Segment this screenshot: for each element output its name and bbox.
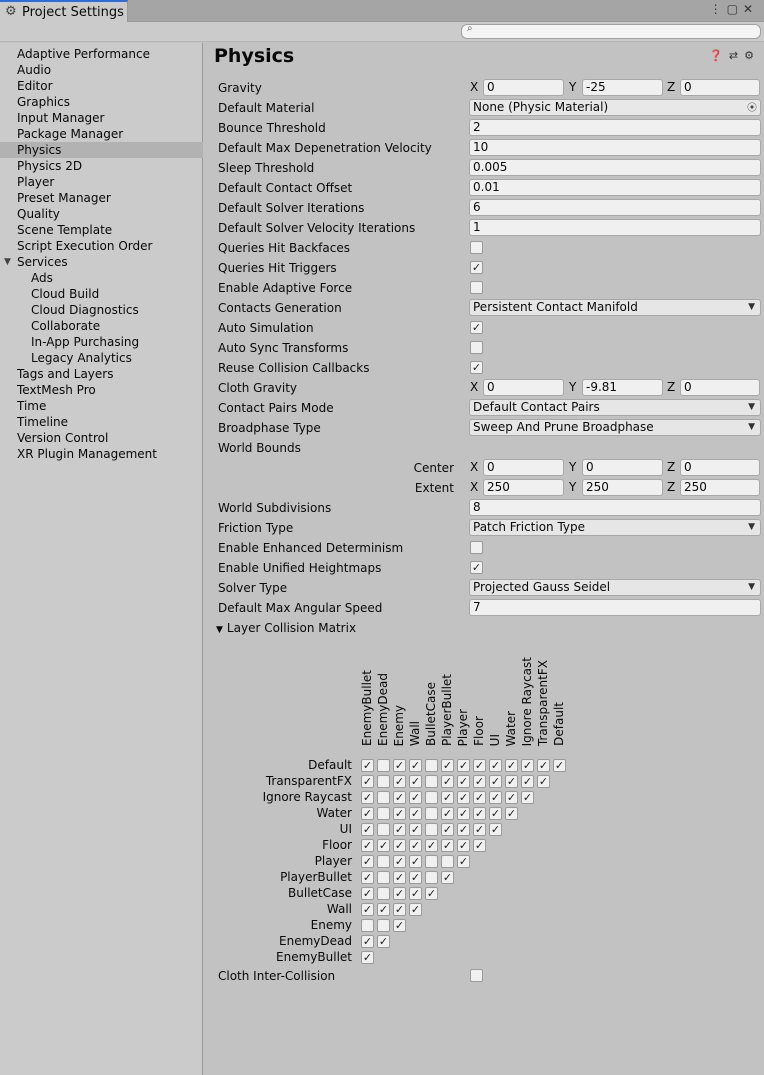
queries-hit-triggers-checkbox[interactable]: ✓ — [471, 261, 482, 274]
matrix-cell-checkbox[interactable]: ✓ — [394, 823, 405, 836]
matrix-cell-checkbox[interactable] — [377, 807, 390, 820]
label-auto-simulation: Auto Simulation — [218, 321, 314, 335]
matrix-cell-checkbox[interactable] — [377, 823, 390, 836]
sidebar-item-editor[interactable] — [0, 78, 203, 94]
title-bar — [0, 0, 764, 22]
default-material-field[interactable] — [469, 99, 761, 116]
sidebar-item-physics-2d[interactable] — [0, 158, 203, 174]
matrix-column-enemydead: EnemyDead — [376, 673, 390, 746]
label-default-material: Default Material — [218, 101, 315, 115]
matrix-column-bulletcase: BulletCase — [424, 682, 438, 746]
label-cloth-gravity: Cloth Gravity — [218, 381, 298, 395]
sidebar-item-textmesh-pro[interactable] — [0, 382, 203, 398]
matrix-cell-checkbox[interactable]: ✓ — [394, 759, 405, 772]
sidebar-item-quality[interactable] — [0, 206, 203, 222]
matrix-column-water: Water — [504, 710, 518, 746]
matrix-cell-checkbox[interactable]: ✓ — [410, 871, 421, 884]
matrix-row-floor: Floor — [322, 838, 352, 852]
label-friction-type: Friction Type — [218, 521, 294, 535]
matrix-cell-checkbox[interactable] — [377, 871, 390, 884]
foldout-layer-collision-matrix[interactable] — [216, 620, 356, 636]
matrix-cell-checkbox[interactable]: ✓ — [362, 951, 373, 964]
matrix-cell-checkbox[interactable]: ✓ — [410, 839, 421, 852]
matrix-cell-checkbox[interactable]: ✓ — [362, 807, 373, 820]
gravity-x-label: X — [470, 80, 479, 94]
sidebar — [0, 43, 203, 1075]
queries-hit-backfaces-checkbox[interactable] — [470, 241, 483, 254]
matrix-cell-checkbox[interactable]: ✓ — [458, 823, 469, 836]
help-icon[interactable]: ❓ — [709, 49, 729, 62]
center-x-field[interactable]: 0 — [483, 459, 564, 476]
matrix-cell-checkbox[interactable]: ✓ — [474, 759, 485, 772]
matrix-cell-checkbox[interactable] — [425, 791, 438, 804]
sidebar-item-cloud-build[interactable] — [0, 286, 203, 302]
matrix-cell-checkbox[interactable]: ✓ — [394, 775, 405, 788]
cloth-gravity-x-field[interactable]: 0 — [483, 379, 564, 396]
sidebar-item-label: Services — [17, 255, 68, 269]
label-enable-enhanced-determinism: Enable Enhanced Determinism — [218, 541, 404, 555]
label-default-max-angular-speed: Default Max Angular Speed — [218, 601, 383, 615]
matrix-cell-checkbox[interactable]: ✓ — [394, 791, 405, 804]
cloth-gravity-y-label: Y — [569, 380, 577, 394]
label-bounce-threshold: Bounce Threshold — [218, 121, 326, 135]
matrix-cell-checkbox[interactable] — [425, 871, 438, 884]
matrix-cell-checkbox[interactable]: ✓ — [410, 807, 421, 820]
sidebar-item-label: Physics — [17, 143, 62, 157]
matrix-cell-checkbox[interactable]: ✓ — [362, 887, 373, 900]
solver-type-value: Projected Gauss Seidel — [473, 580, 611, 594]
matrix-row-enemy: Enemy — [310, 918, 352, 932]
center-y-field[interactable]: 0 — [582, 459, 663, 476]
matrix-cell-checkbox[interactable]: ✓ — [394, 871, 405, 884]
matrix-cell-checkbox[interactable]: ✓ — [538, 775, 549, 788]
matrix-cell-checkbox[interactable]: ✓ — [362, 775, 373, 788]
label-contacts-generation: Contacts Generation — [218, 301, 342, 315]
sidebar-item-audio[interactable] — [0, 62, 203, 78]
matrix-cell-checkbox[interactable]: ✓ — [458, 807, 469, 820]
matrix-cell-checkbox[interactable]: ✓ — [458, 855, 469, 868]
matrix-cell-checkbox[interactable]: ✓ — [442, 759, 453, 772]
page-title: Physics — [214, 45, 295, 67]
matrix-cell-checkbox[interactable] — [361, 919, 374, 932]
sidebar-item-version-control[interactable] — [0, 430, 203, 446]
contact-pairs-mode-value: Default Contact Pairs — [473, 400, 600, 414]
default-contact-offset-field[interactable]: 0.01 — [469, 179, 761, 196]
matrix-cell-checkbox[interactable] — [425, 759, 438, 772]
sidebar-item-label: Input Manager — [17, 111, 105, 125]
label-solver-type: Solver Type — [218, 581, 288, 595]
label-contact-pairs-mode: Contact Pairs Mode — [218, 401, 334, 415]
matrix-cell-checkbox[interactable]: ✓ — [410, 775, 421, 788]
gravity-y-label: Y — [569, 80, 577, 94]
maximize-icon[interactable]: ▢ — [726, 2, 743, 16]
label-enable-unified-heightmaps: Enable Unified Heightmaps — [218, 561, 382, 575]
matrix-cell-checkbox[interactable] — [377, 919, 390, 932]
sidebar-item-collaborate[interactable] — [0, 318, 203, 334]
matrix-cell-checkbox[interactable]: ✓ — [378, 935, 389, 948]
extent-x-field[interactable]: 250 — [483, 479, 564, 496]
matrix-cell-checkbox[interactable]: ✓ — [362, 759, 373, 772]
matrix-row-water: Water — [316, 806, 352, 820]
matrix-column-ignore-raycast: Ignore Raycast — [520, 656, 534, 746]
matrix-cell-checkbox[interactable]: ✓ — [362, 823, 373, 836]
cloth-gravity-x-label: X — [470, 380, 479, 394]
matrix-cell-checkbox[interactable]: ✓ — [442, 775, 453, 788]
chevron-down-icon: ▼ — [748, 422, 755, 432]
foldout-triangle-icon[interactable]: ▼ — [216, 625, 223, 635]
sidebar-item-label: Timeline — [17, 415, 69, 429]
sidebar-item-label: Editor — [17, 79, 53, 93]
sidebar-item-label: Quality — [17, 207, 60, 221]
matrix-cell-checkbox[interactable]: ✓ — [410, 903, 421, 916]
sidebar-item-in-app-purchasing[interactable] — [0, 334, 203, 350]
sidebar-item-label: Cloud Diagnostics — [31, 303, 139, 317]
default-solver-velocity-iterations-field[interactable]: 1 — [469, 219, 761, 236]
solver-type-dropdown[interactable] — [469, 579, 761, 596]
matrix-cell-checkbox[interactable]: ✓ — [506, 759, 517, 772]
matrix-row-ignore-raycast: Ignore Raycast — [262, 790, 352, 804]
sidebar-item-tags-and-layers[interactable] — [0, 366, 203, 382]
matrix-cell-checkbox[interactable]: ✓ — [490, 823, 501, 836]
contact-pairs-mode-dropdown[interactable] — [469, 399, 761, 416]
label-default-contact-offset: Default Contact Offset — [218, 181, 353, 195]
sidebar-item-physics[interactable] — [0, 142, 203, 158]
matrix-cell-checkbox[interactable]: ✓ — [522, 791, 533, 804]
object-picker-icon[interactable]: ⦿ — [747, 103, 757, 114]
matrix-cell-checkbox[interactable]: ✓ — [538, 759, 549, 772]
broadphase-type-dropdown[interactable] — [469, 419, 761, 436]
matrix-cell-checkbox[interactable]: ✓ — [394, 887, 405, 900]
matrix-cell-checkbox[interactable]: ✓ — [426, 839, 437, 852]
enable-unified-heightmaps-checkbox[interactable]: ✓ — [471, 561, 482, 574]
sidebar-item-label: In-App Purchasing — [31, 335, 140, 349]
matrix-row-player: Player — [314, 854, 352, 868]
cloth-inter-collision-checkbox[interactable] — [470, 969, 483, 982]
matrix-cell-checkbox[interactable]: ✓ — [458, 775, 469, 788]
label-enable-adaptive-force: Enable Adaptive Force — [218, 281, 353, 295]
sidebar-item-package-manager[interactable] — [0, 126, 203, 142]
matrix-row-playerbullet: PlayerBullet — [280, 870, 352, 884]
reuse-collision-callbacks-checkbox[interactable]: ✓ — [471, 361, 482, 374]
matrix-cell-checkbox[interactable] — [425, 855, 438, 868]
label-world-subdivisions: World Subdivisions — [218, 501, 332, 515]
matrix-cell-checkbox[interactable]: ✓ — [474, 775, 485, 788]
physics-panel — [204, 43, 764, 1075]
sidebar-item-player[interactable] — [0, 174, 203, 190]
extent-y-field[interactable]: 250 — [582, 479, 663, 496]
sidebar-item-label: Audio — [17, 63, 52, 77]
label-default-solver-iterations: Default Solver Iterations — [218, 201, 365, 215]
contacts-generation-dropdown[interactable] — [469, 299, 761, 316]
matrix-cell-checkbox[interactable]: ✓ — [362, 871, 373, 884]
sidebar-item-label: Tags and Layers — [17, 367, 114, 381]
matrix-cell-checkbox[interactable]: ✓ — [394, 807, 405, 820]
sidebar-item-ads[interactable] — [0, 270, 203, 286]
matrix-cell-checkbox[interactable]: ✓ — [362, 935, 373, 948]
matrix-column-playerbullet: PlayerBullet — [440, 674, 454, 746]
window-title: Project Settings — [22, 5, 124, 20]
close-icon[interactable]: ✕ — [742, 2, 758, 16]
sidebar-item-label: Version Control — [17, 431, 109, 445]
sidebar-item-services[interactable] — [0, 254, 203, 270]
matrix-column-enemybullet: EnemyBullet — [360, 670, 374, 746]
label-sleep-threshold: Sleep Threshold — [218, 161, 315, 175]
sidebar-item-label: Cloud Build — [31, 287, 100, 301]
world-subdivisions-field[interactable]: 8 — [469, 499, 761, 516]
matrix-cell-checkbox[interactable]: ✓ — [362, 791, 373, 804]
matrix-cell-checkbox[interactable] — [425, 823, 438, 836]
sidebar-item-label: Ads — [31, 271, 53, 285]
matrix-cell-checkbox[interactable]: ✓ — [410, 759, 421, 772]
matrix-cell-checkbox[interactable]: ✓ — [394, 839, 405, 852]
center-z-label: Z — [667, 460, 676, 474]
matrix-cell-checkbox[interactable]: ✓ — [490, 807, 501, 820]
matrix-column-wall: Wall — [408, 720, 422, 746]
center-z-field[interactable]: 0 — [680, 459, 760, 476]
window-controls — [710, 2, 758, 16]
matrix-cell-checkbox[interactable]: ✓ — [442, 807, 453, 820]
chevron-down-icon: ▼ — [748, 522, 755, 532]
matrix-column-transparentfx: TransparentFX — [536, 659, 550, 746]
sidebar-item-label: Preset Manager — [17, 191, 111, 205]
matrix-cell-checkbox[interactable]: ✓ — [442, 839, 453, 852]
matrix-cell-checkbox[interactable]: ✓ — [378, 903, 389, 916]
friction-type-value: Patch Friction Type — [473, 520, 586, 534]
label-broadphase-type: Broadphase Type — [218, 421, 321, 435]
matrix-column-enemy: Enemy — [392, 704, 406, 746]
sidebar-item-label: Physics 2D — [17, 159, 83, 173]
matrix-cell-checkbox[interactable]: ✓ — [362, 903, 373, 916]
extent-x-label: X — [470, 480, 479, 494]
presets-icon[interactable]: ⇄ — [728, 49, 745, 62]
matrix-cell-checkbox[interactable] — [377, 775, 390, 788]
center-y-label: Y — [569, 460, 577, 474]
gravity-x-field[interactable]: 0 — [483, 79, 564, 96]
label-reuse-collision-callbacks: Reuse Collision Callbacks — [218, 361, 370, 375]
contacts-generation-value: Persistent Contact Manifold — [473, 300, 638, 314]
default-max-depenetration-velocity-field[interactable]: 10 — [469, 139, 761, 156]
label-world-bounds: World Bounds — [218, 441, 301, 455]
sidebar-item-cloud-diagnostics[interactable] — [0, 302, 203, 318]
sidebar-item-label: Time — [17, 399, 47, 413]
default-max-angular-speed-field[interactable]: 7 — [469, 599, 761, 616]
sidebar-item-label: Legacy Analytics — [31, 351, 132, 365]
matrix-row-default: Default — [308, 758, 352, 772]
matrix-cell-checkbox[interactable]: ✓ — [362, 855, 373, 868]
matrix-row-ui: UI — [339, 822, 352, 836]
label-default-solver-velocity-iterations: Default Solver Velocity Iterations — [218, 221, 416, 235]
sidebar-item-script-execution-order[interactable] — [0, 238, 203, 254]
label-queries-hit-backfaces: Queries Hit Backfaces — [218, 241, 350, 255]
matrix-row-wall: Wall — [326, 902, 352, 916]
matrix-cell-checkbox[interactable]: ✓ — [410, 823, 421, 836]
matrix-cell-checkbox[interactable]: ✓ — [394, 919, 405, 932]
matrix-cell-checkbox[interactable]: ✓ — [410, 855, 421, 868]
sidebar-item-timeline[interactable] — [0, 414, 203, 430]
default-material-value: None (Physic Material) — [473, 100, 609, 114]
matrix-cell-checkbox[interactable]: ✓ — [410, 791, 421, 804]
matrix-cell-checkbox[interactable] — [377, 887, 390, 900]
chevron-down-icon: ▼ — [748, 302, 755, 312]
label-default-max-depenetration-velocity: Default Max Depenetration Velocity — [218, 141, 432, 155]
matrix-cell-checkbox[interactable]: ✓ — [522, 759, 533, 772]
sidebar-item-legacy-analytics[interactable] — [0, 350, 203, 366]
sidebar-item-label: XR Plugin Management — [17, 447, 157, 461]
sidebar-item-label: Script Execution Order — [17, 239, 153, 253]
header-icons — [709, 49, 760, 62]
matrix-cell-checkbox[interactable] — [377, 759, 390, 772]
sidebar-item-label: TextMesh Pro — [17, 383, 96, 397]
auto-simulation-checkbox[interactable]: ✓ — [471, 321, 482, 334]
settings-icon[interactable]: ⚙ — [744, 49, 760, 62]
matrix-cell-checkbox[interactable]: ✓ — [474, 839, 485, 852]
sidebar-item-scene-template[interactable] — [0, 222, 203, 238]
foldout-label: Layer Collision Matrix — [226, 621, 357, 635]
matrix-row-bulletcase: BulletCase — [288, 886, 352, 900]
matrix-cell-checkbox[interactable]: ✓ — [474, 823, 485, 836]
matrix-row-enemybullet: EnemyBullet — [276, 950, 352, 964]
search-icon: ⌕ — [467, 23, 473, 34]
label-center: Center — [413, 461, 454, 475]
sidebar-item-xr-plugin-management[interactable] — [0, 446, 203, 462]
matrix-row-transparentfx: TransparentFX — [265, 774, 352, 788]
matrix-cell-checkbox[interactable]: ✓ — [458, 791, 469, 804]
gear-icon: ⚙ — [5, 4, 17, 19]
matrix-cell-checkbox[interactable]: ✓ — [394, 855, 405, 868]
matrix-cell-checkbox[interactable] — [441, 855, 454, 868]
label-auto-sync-transforms: Auto Sync Transforms — [218, 341, 349, 355]
expand-triangle-icon[interactable]: ▼ — [4, 257, 11, 267]
matrix-cell-checkbox[interactable] — [425, 775, 438, 788]
sidebar-item-adaptive-performance[interactable] — [0, 46, 203, 62]
sidebar-item-time[interactable] — [0, 398, 203, 414]
sidebar-item-label: Scene Template — [17, 223, 113, 237]
center-x-label: X — [470, 460, 479, 474]
auto-sync-transforms-checkbox[interactable] — [470, 341, 483, 354]
extent-y-label: Y — [569, 480, 577, 494]
broadphase-type-value: Sweep And Prune Broadphase — [473, 420, 654, 434]
matrix-cell-checkbox[interactable]: ✓ — [410, 887, 421, 900]
matrix-cell-checkbox[interactable]: ✓ — [490, 775, 501, 788]
enable-adaptive-force-checkbox[interactable] — [470, 281, 483, 294]
tab-project-settings[interactable] — [0, 0, 128, 23]
sidebar-item-label: Graphics — [17, 95, 70, 109]
sidebar-item-label: Package Manager — [17, 127, 124, 141]
matrix-cell-checkbox[interactable]: ✓ — [506, 791, 517, 804]
matrix-column-player: Player — [456, 708, 470, 746]
sidebar-item-label: Collaborate — [31, 319, 101, 333]
matrix-cell-checkbox[interactable] — [377, 791, 390, 804]
friction-type-dropdown[interactable] — [469, 519, 761, 536]
sidebar-item-label: Adaptive Performance — [17, 47, 150, 61]
label-cloth-inter-collision: Cloth Inter-Collision — [218, 969, 336, 983]
matrix-cell-checkbox[interactable]: ✓ — [474, 791, 485, 804]
sidebar-item-input-manager[interactable] — [0, 110, 203, 126]
sidebar-item-preset-manager[interactable] — [0, 190, 203, 206]
matrix-cell-checkbox[interactable]: ✓ — [442, 871, 453, 884]
search-input[interactable] — [461, 24, 761, 39]
matrix-cell-checkbox[interactable]: ✓ — [394, 903, 405, 916]
matrix-cell-checkbox[interactable]: ✓ — [490, 791, 501, 804]
more-icon[interactable]: ⋮ — [709, 2, 727, 16]
matrix-column-floor: Floor — [472, 716, 486, 746]
cloth-gravity-z-label: Z — [667, 380, 676, 394]
matrix-cell-checkbox[interactable]: ✓ — [362, 839, 373, 852]
label-queries-hit-triggers: Queries Hit Triggers — [218, 261, 337, 275]
sidebar-item-label: Player — [17, 175, 55, 189]
gravity-y-field[interactable]: -25 — [582, 79, 663, 96]
matrix-cell-checkbox[interactable]: ✓ — [458, 839, 469, 852]
extent-z-label: Z — [667, 480, 676, 494]
chevron-down-icon: ▼ — [748, 402, 755, 412]
matrix-cell-checkbox[interactable]: ✓ — [474, 807, 485, 820]
matrix-cell-checkbox[interactable]: ✓ — [458, 759, 469, 772]
gravity-z-label: Z — [667, 80, 676, 94]
cloth-gravity-y-field[interactable]: -9.81 — [582, 379, 663, 396]
sleep-threshold-field[interactable]: 0.005 — [469, 159, 761, 176]
chevron-down-icon: ▼ — [748, 582, 755, 592]
matrix-cell-checkbox[interactable]: ✓ — [506, 807, 517, 820]
enable-enhanced-determinism-checkbox[interactable] — [470, 541, 483, 554]
matrix-cell-checkbox[interactable]: ✓ — [522, 775, 533, 788]
matrix-cell-checkbox[interactable]: ✓ — [506, 775, 517, 788]
gravity-z-field[interactable]: 0 — [680, 79, 760, 96]
sidebar-item-graphics[interactable] — [0, 94, 203, 110]
matrix-cell-checkbox[interactable] — [425, 807, 438, 820]
extent-z-field[interactable]: 250 — [680, 479, 760, 496]
matrix-cell-checkbox[interactable]: ✓ — [378, 839, 389, 852]
matrix-column-ui: UI — [488, 733, 502, 746]
cloth-gravity-z-field[interactable]: 0 — [680, 379, 760, 396]
matrix-row-enemydead: EnemyDead — [279, 934, 352, 948]
label-extent: Extent — [414, 481, 454, 495]
matrix-cell-checkbox[interactable]: ✓ — [442, 823, 453, 836]
bounce-threshold-field[interactable]: 2 — [469, 119, 761, 136]
matrix-cell-checkbox[interactable]: ✓ — [554, 759, 565, 772]
matrix-cell-checkbox[interactable] — [377, 855, 390, 868]
matrix-cell-checkbox[interactable]: ✓ — [426, 887, 437, 900]
matrix-cell-checkbox[interactable]: ✓ — [442, 791, 453, 804]
matrix-column-default: Default — [552, 702, 566, 746]
default-solver-iterations-field[interactable]: 6 — [469, 199, 761, 216]
matrix-cell-checkbox[interactable]: ✓ — [490, 759, 501, 772]
label-gravity: Gravity — [218, 81, 262, 95]
search-bar — [0, 22, 764, 42]
